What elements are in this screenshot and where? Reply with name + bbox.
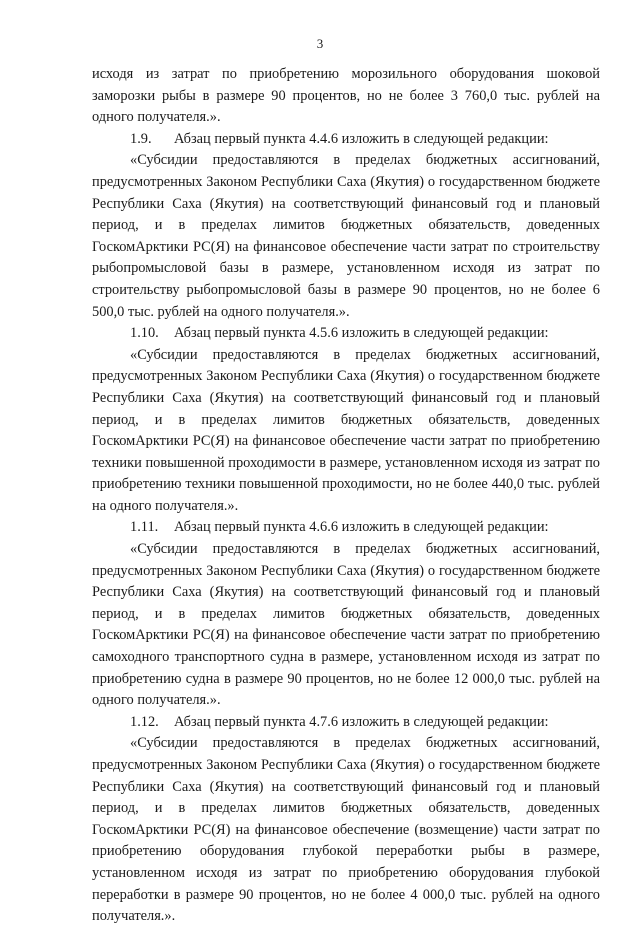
- document-body: [92, 64, 600, 928]
- item-number: 1.12.: [130, 713, 159, 730]
- amendment-item-1-12: [92, 712, 600, 734]
- quoted-paragraph: «Субсидии предоставляются в пределах бюджетных ассигнований, предусмотренных Законом Республики Саха (Якутия) о государственном бюджете Республики Саха (Якутия) на соответствующий финансовый год и плановый период, и в пределах лимитов бюджетных обязательств, доведенных ГоскомАрктики РС(Я) на финансовое обеспечение части затрат по приобретению техники повышенной проходимости в размере, установленном исходя из затрат по приобретению техники повышенной проходимости, но не более 440,0 тыс. рублей на одного получателя.».: [92, 346, 600, 514]
- amendment-item-1-10: [92, 323, 600, 345]
- item-instruction: Абзац первый пункта 4.5.6 изложить в следующей редакции:: [174, 325, 549, 342]
- item-number: 1.11.: [130, 519, 159, 536]
- item-number: 1.10.: [130, 325, 159, 342]
- item-instruction: Абзац первый пункта 4.6.6 изложить в следующей редакции:: [174, 519, 549, 536]
- quoted-paragraph: «Субсидии предоставляются в пределах бюджетных ассигнований, предусмотренных Законом Республики Саха (Якутия) о государственном бюджете Республики Саха (Якутия) на соответствующий финансовый год и плановый период, и в пределах лимитов бюджетных обязательств, доведенных ГоскомАрктики РС(Я) на финансовое обеспечение части затрат по строительству рыбопромысловой базы в размере, установленном исходя из затрат по строительству рыбопромысловой базы в размере 90 процентов, но не более 6 500,0 тыс. рублей на одного получателя.».: [92, 152, 600, 320]
- item-instruction: Абзац первый пункта 4.7.6 изложить в следующей редакции:: [174, 713, 549, 730]
- amendment-item-1-11: [92, 517, 600, 539]
- quoted-paragraph: «Субсидии предоставляются в пределах бюджетных ассигнований, предусмотренных Законом Республики Саха (Якутия) о государственном бюджете Республики Саха (Якутия) на соответствующий финансовый год и плановый период, и в пределах лимитов бюджетных обязательств, доведенных ГоскомАрктики РС(Я) на финансовое обеспечение части затрат по приобретению самоходного транспортного судна в размере, установленном исходя из затрат по приобретению судна в размере 90 процентов, но не более 12 000,0 тыс. рублей на одного получателя.».: [92, 541, 600, 709]
- quoted-paragraph: «Субсидии предоставляются в пределах бюджетных ассигнований, предусмотренных Законом Республики Саха (Якутия) о государственном бюджете Республики Саха (Якутия) на соответствующий финансовый год и плановый период, и в пределах лимитов бюджетных обязательств, доведенных ГоскомАрктики РС(Я) на финансовое обеспечение (возмещение) части затрат по приобретению оборудования глубокой переработки рыбы в размере, установленном исходя из затрат по приобретению оборудования глубокой переработки в размере 90 процентов, но не более 4 000,0 тыс. рублей на одного получателя.».: [92, 735, 600, 925]
- page-number: 3: [316, 36, 324, 51]
- item-instruction: Абзац первый пункта 4.4.6 изложить в следующей редакции:: [174, 130, 549, 147]
- amendment-item-1-9: [92, 129, 600, 151]
- continuation-paragraph: исходя из затрат по приобретению морозильного оборудования шоковой заморозки рыбы в размере 90 процентов, но не более 3 760,0 тыс. рублей на одного получателя.».: [92, 66, 600, 126]
- item-number: 1.9.: [130, 130, 152, 147]
